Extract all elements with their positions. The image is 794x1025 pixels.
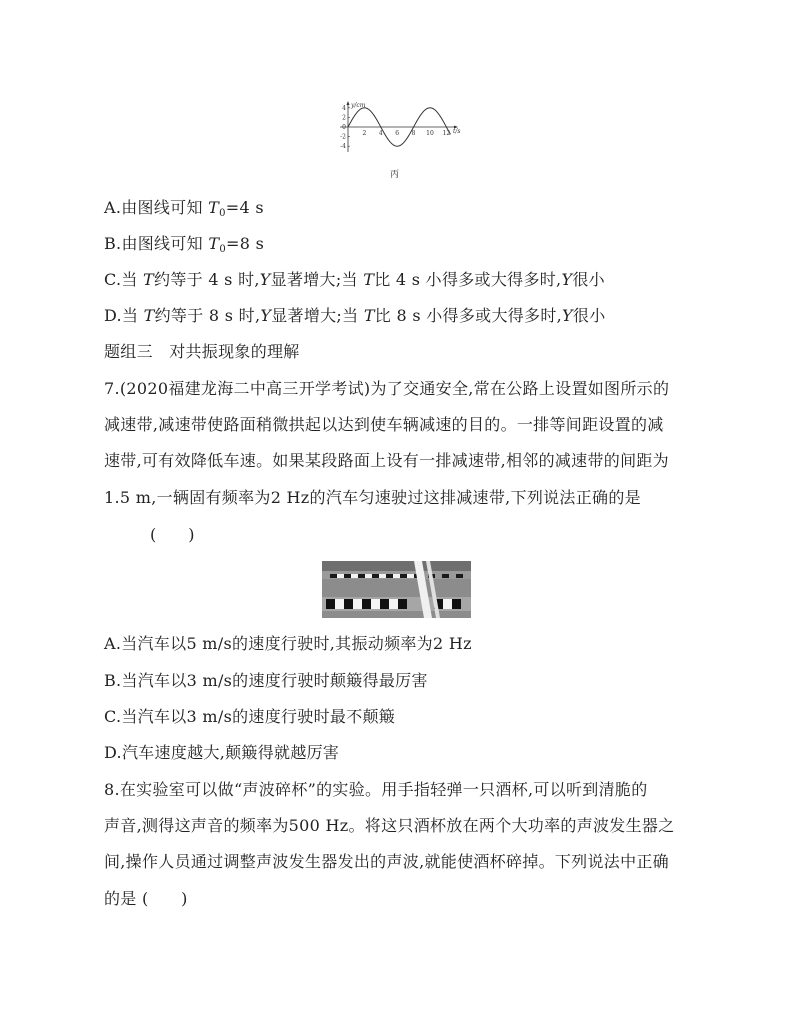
y-tick-label: -4 [340, 143, 346, 151]
c9: 很小 [572, 270, 605, 289]
q8-stem-line-3: 间,操作人员通过调整声波发生器发出的声波,就能使酒杯碎掉。下列说法中正确 [104, 852, 669, 871]
option-b-post: =8 s [226, 234, 265, 253]
q8-stem-line-4: 的是 ( ) [104, 889, 188, 908]
option-a-sub: 0 [219, 208, 226, 219]
y-tick-label: 4 [342, 104, 346, 112]
x-axis-label: t/s [453, 128, 461, 135]
c6: T [363, 270, 375, 289]
c3: 约等于 4 s 时, [154, 270, 260, 289]
y-tick-label: -2 [340, 133, 346, 141]
y-tick-label: 0 [342, 124, 346, 131]
q7-stem-line-2: 减速带,减速带使路面稍微拱起以达到使车辆减速的目的。一排等间距设置的减 [104, 415, 664, 434]
d7: 比 8 s 小得多或大得多时, [374, 306, 563, 325]
c8: Y [561, 270, 573, 289]
option-b-sub: 0 [219, 244, 226, 255]
option-a-post: =4 s [225, 198, 264, 217]
q8-stem-line-1: 8.在实验室可以做“声波碎杯”的实验。用手指轻弹一只酒杯,可以听到清脆的 [104, 780, 648, 799]
d4: Y [260, 306, 272, 325]
c2: T [143, 270, 155, 289]
y-axis-arrow [347, 101, 350, 105]
option-b-var: T [208, 234, 220, 253]
x-tick-label: 12 [442, 130, 451, 137]
speed-bump-photo [322, 561, 471, 618]
q7-option-a: A.当汽车以5 m/s的速度行驶时,其振动频率为2 Hz [104, 634, 472, 653]
d6: T [363, 306, 375, 325]
d8: Y [562, 306, 573, 325]
q6-option-a [104, 197, 264, 225]
x-tick-label: 10 [426, 130, 434, 137]
y-tick-label: 2 [342, 114, 346, 122]
q8-stem-line-2: 声音,测得这声音的频率为500 Hz。将这只酒杯放在两个大功率的声波发生器之 [104, 816, 675, 835]
x-tick-labels [362, 130, 450, 137]
c1: C.当 [104, 270, 144, 289]
option-a-pre: A.由图线可知 [104, 198, 209, 217]
c7: 比 4 s 小得多或大得多时, [374, 270, 562, 289]
d2: T [143, 306, 155, 325]
q6-option-d [104, 305, 606, 327]
q7-answer-bracket: ( ) [150, 525, 195, 544]
y-axis-label: y/cm [351, 102, 366, 109]
option-a-var: T [208, 198, 220, 217]
figure-caption: 丙 [390, 170, 400, 180]
d3: 约等于 8 s 时, [154, 306, 261, 325]
d9: 很小 [572, 306, 606, 325]
oscillation-graph [334, 100, 464, 155]
section-title: 题组三 对共振现象的理解 [104, 342, 300, 361]
c5: 显著增大;当 [270, 270, 364, 289]
q6-option-b [104, 233, 264, 261]
x-tick-label: 6 [395, 130, 400, 137]
q7-option-b: B.当汽车以3 m/s的速度行驶时颠簸得最厉害 [104, 671, 428, 690]
speed-bump-illustration [322, 561, 471, 618]
x-tick-label: 8 [411, 130, 416, 137]
option-b-pre: B.由图线可知 [104, 234, 209, 253]
c4: Y [259, 270, 271, 289]
q6-option-c [104, 269, 605, 291]
x-tick-label: 4 [378, 130, 383, 137]
d1: D.当 [104, 306, 144, 325]
y-tick-labels [340, 105, 350, 150]
q7-stem-line-4: 1.5 m,一辆固有频率为2 Hz的汽车匀速驶过这排减速带,下列说法正确的是 [104, 488, 641, 507]
d5: 显著增大;当 [271, 306, 364, 325]
q7-option-d: D.汽车速度越大,颠簸得就越厉害 [104, 743, 340, 762]
q7-option-c: C.当汽车以3 m/s的速度行驶时最不颠簸 [104, 707, 396, 726]
x-tick-label: 2 [362, 130, 367, 137]
q7-stem-line-3: 速带,可有效降低车速。如果某段路面上设有一排减速带,相邻的减速带的间距为 [104, 451, 669, 470]
q7-stem-line-1: 7.(2020福建龙海二中高三开学考试)为了交通安全,常在公路上设置如图所示的 [104, 379, 670, 398]
